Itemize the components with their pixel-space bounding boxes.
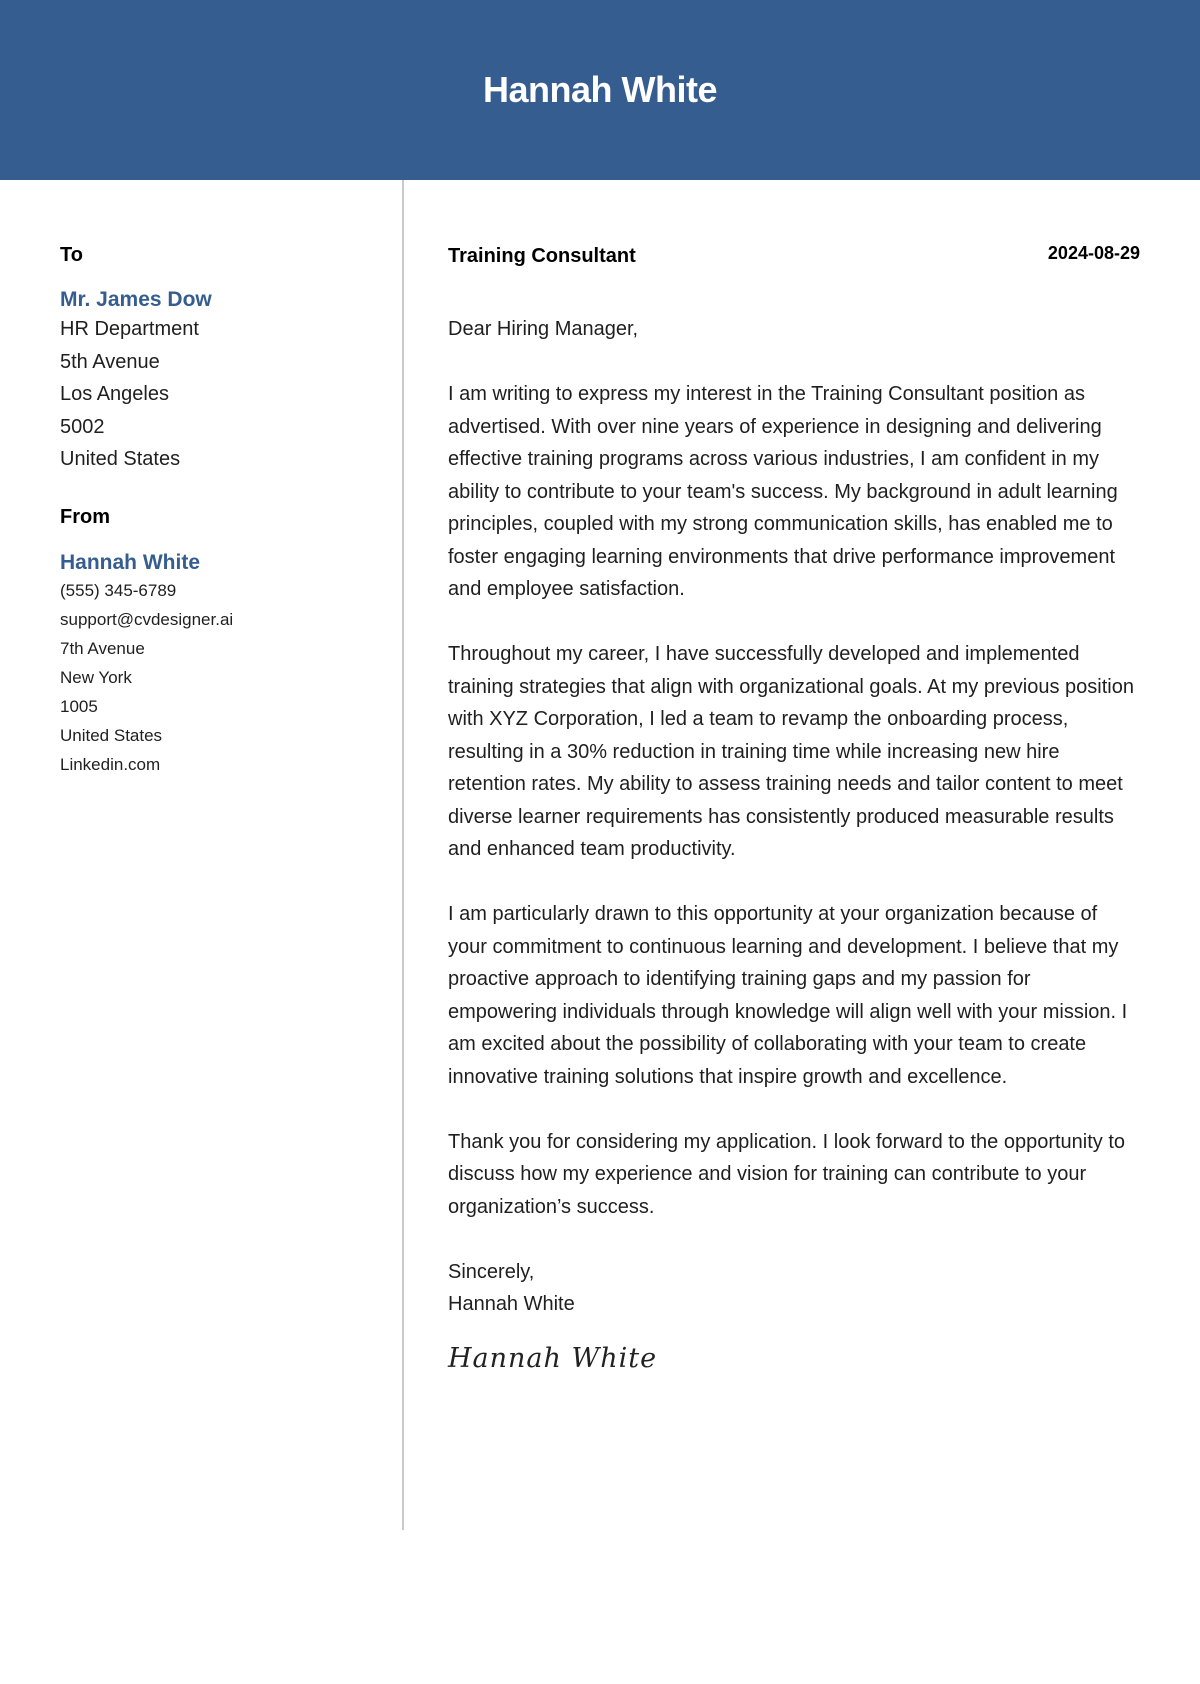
recipient-name: Mr. James Dow — [60, 288, 212, 311]
paragraph: I am particularly drawn to this opportunity at your organization because of your commitment to continuous learning and development. I believe that my proactive approach to identifying training gaps and my passion for empowering individuals through knowledge will align well with your mission. I am excited about the possibility of collaborating with your team to create innovative training solutions that inspire growth and excellence. — [448, 903, 1128, 1088]
sidebar — [60, 243, 380, 779]
sender-phone: (555) 345-6789 — [60, 580, 177, 600]
sender-line: New York — [60, 667, 132, 687]
recipient-line: 5002 — [60, 415, 105, 438]
sender-name: Hannah White — [60, 550, 200, 574]
sender-contact — [60, 576, 380, 779]
sender-email: support@cvdesigner.ai — [60, 609, 234, 629]
recipient-line: 5th Avenue — [60, 350, 160, 373]
closing: Sincerely, — [448, 1260, 535, 1283]
paragraph: I am writing to express my interest in the Training Consultant position as advertised. With over nine years of experience in designing and delivering effective training programs across various industries, I am confident in my ability to contribute to your team's success. My background in adult learning principles, coupled with my strong communication skills, has enabled me to foster engaging learning environments that drive performance improvement and employee satisfaction. — [448, 383, 1118, 600]
sender-heading: From — [60, 505, 110, 528]
recipient-line: Los Angeles — [60, 383, 169, 405]
recipient-line: HR Department — [60, 318, 199, 340]
page-header — [0, 0, 1200, 180]
header-name: Hannah White — [483, 69, 717, 110]
letter-title-row — [448, 243, 1140, 271]
signature: Hannah White — [448, 1342, 658, 1374]
column-divider — [402, 180, 404, 1530]
recipient-line: United States — [60, 448, 181, 470]
paragraph: Throughout my career, I have successfully developed and implemented training strategies that align with organizational goals. At my previous position with XYZ Corporation, I led a team to revamp the onboarding process, resulting in a 30% reduction in training time while increasing new hire retention rates. My ability to assess training needs and tailor content to meet diverse learner requirements has consistently produced measurable results and enhanced team productivity. — [448, 643, 1134, 860]
closing-name: Hannah White — [448, 1293, 575, 1315]
recipient-heading: To — [60, 244, 83, 266]
sender-website: Linkedin.com — [60, 754, 161, 774]
letter-body — [448, 243, 1140, 1374]
job-title: Training Consultant — [448, 245, 636, 267]
recipient-address — [60, 313, 380, 476]
paragraph: Thank you for considering my application. I look forward to the opportunity to discuss how my experience and vision for training can contribute to your organization’s success. — [448, 1130, 1126, 1218]
sender-line: 1005 — [60, 696, 98, 716]
sender-line: 7th Avenue — [60, 638, 145, 658]
salutation: Dear Hiring Manager, — [448, 318, 639, 340]
sender-line: United States — [60, 725, 163, 745]
letter-date: 2024-08-29 — [1047, 243, 1140, 263]
